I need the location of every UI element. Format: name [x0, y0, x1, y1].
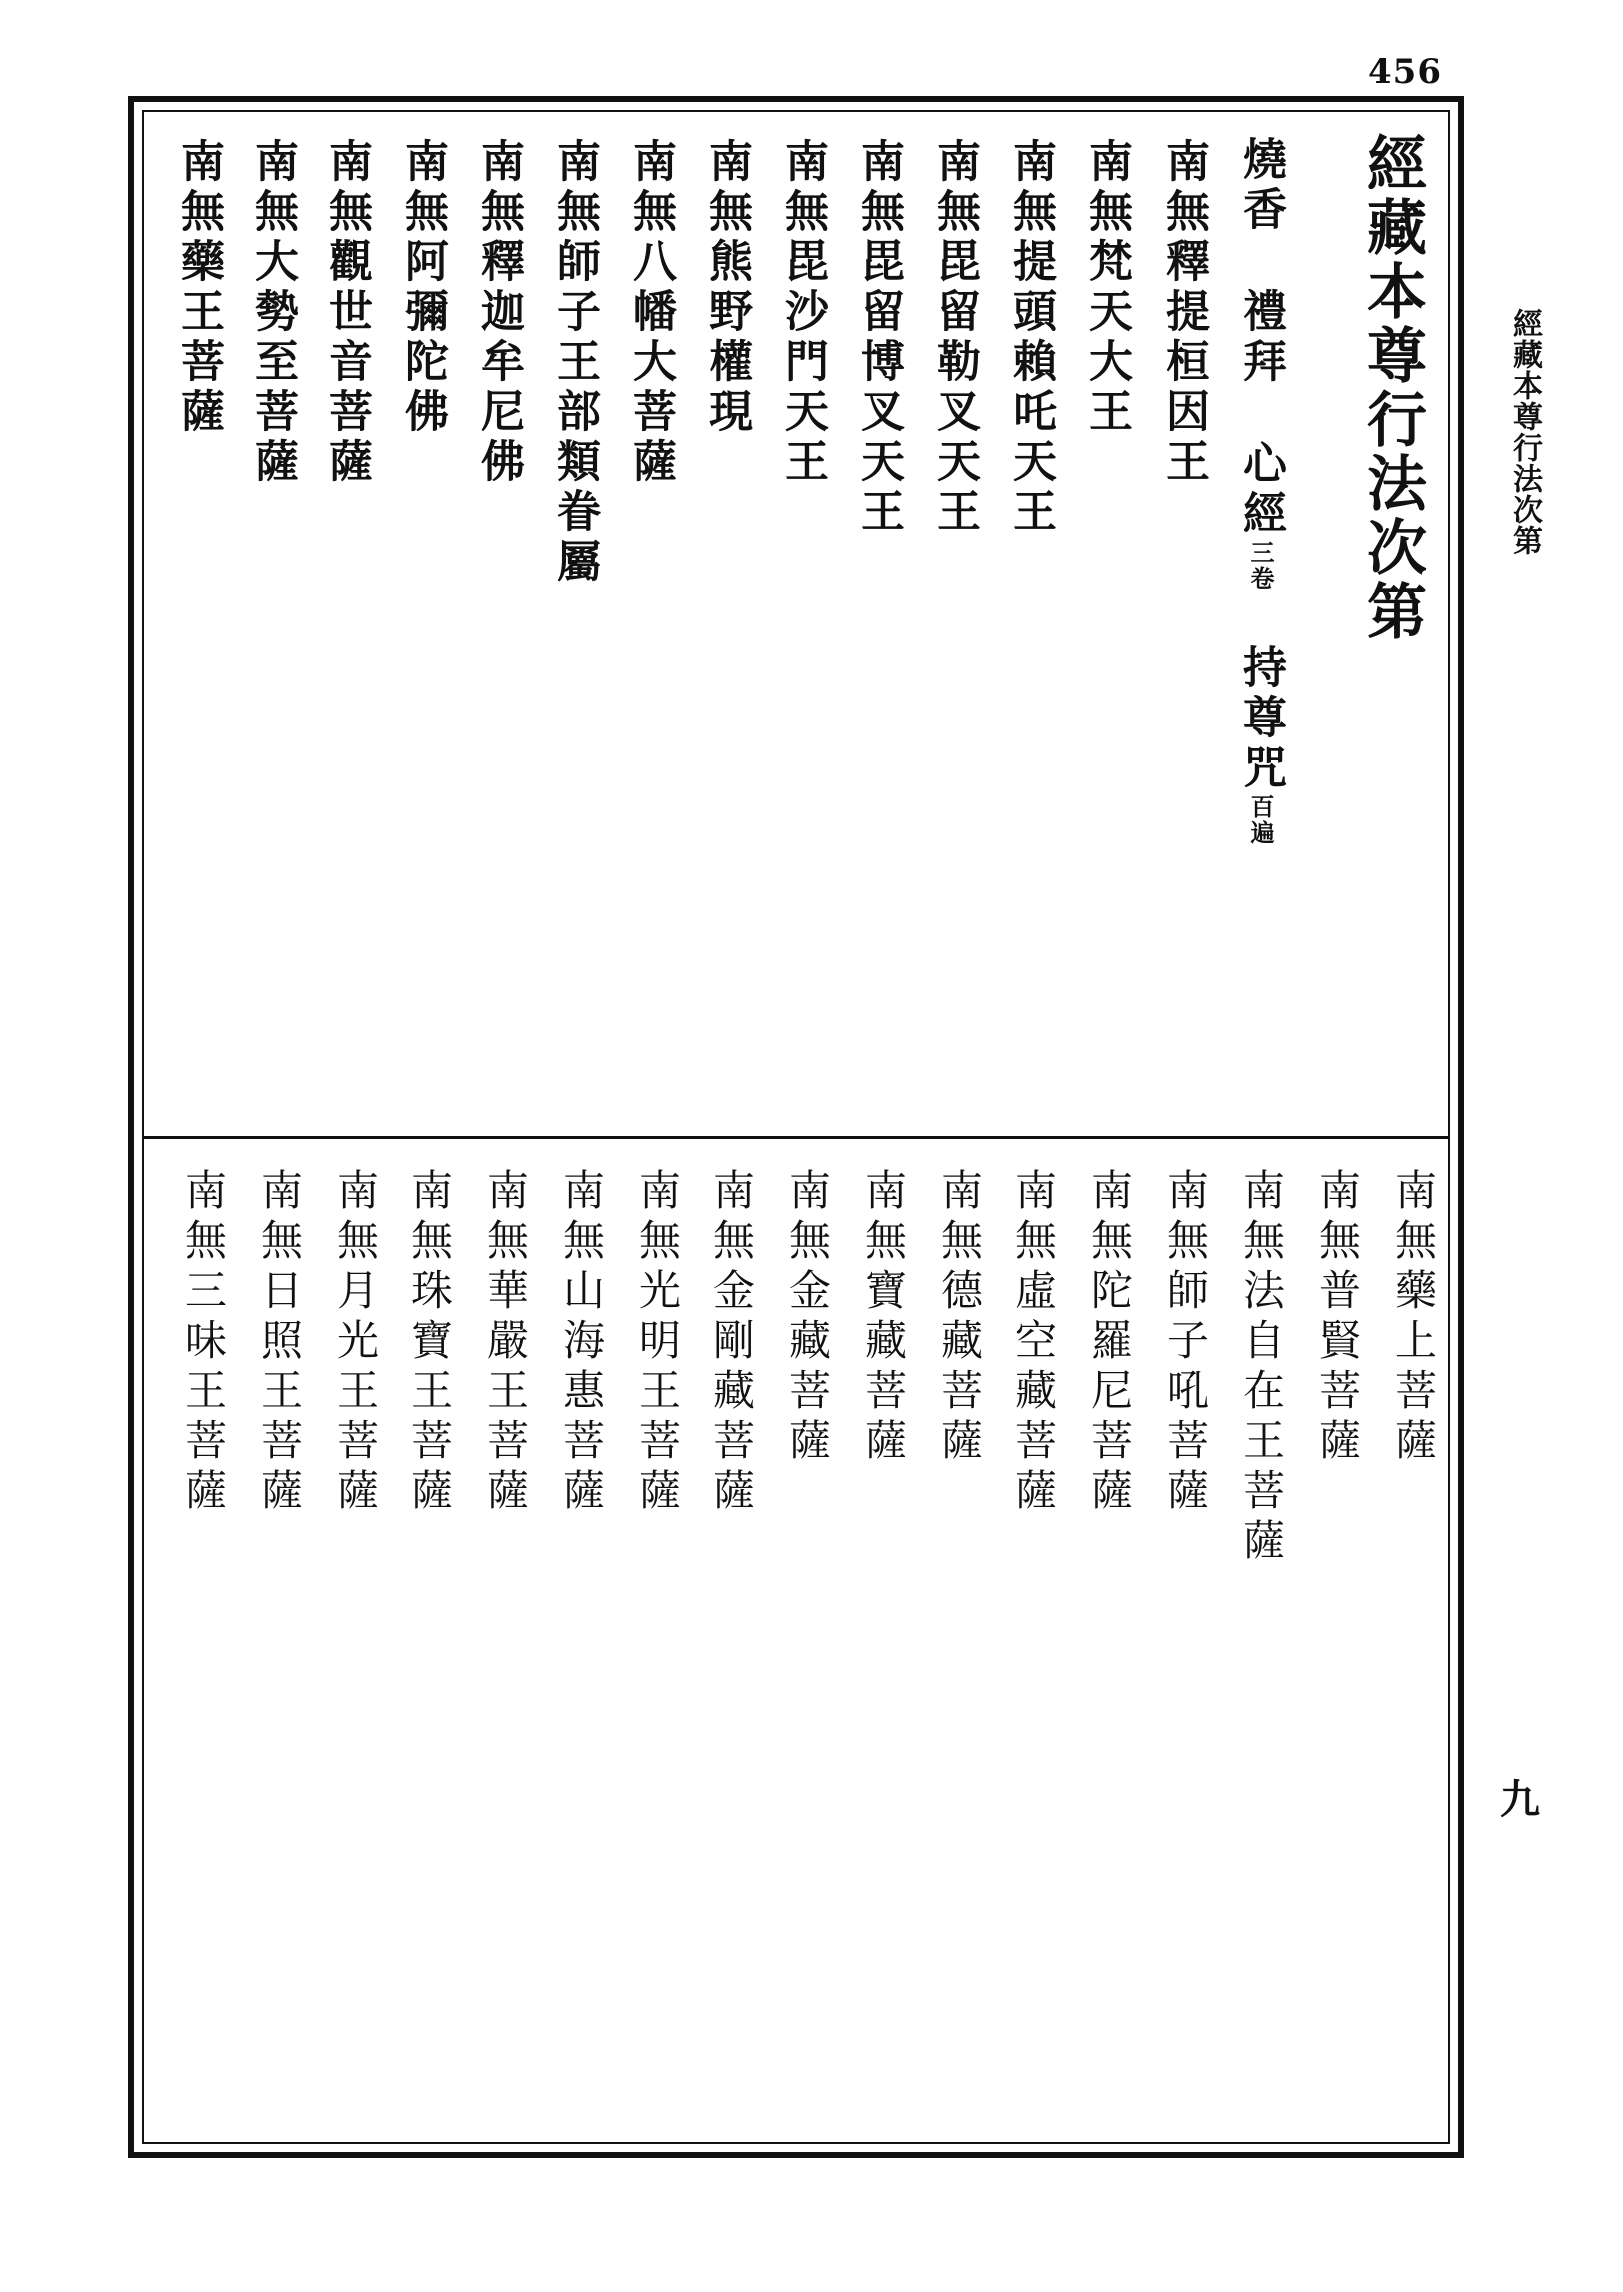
ritual-mantra: 持尊咒: [1235, 644, 1286, 794]
section-divider: [142, 1136, 1450, 1139]
invocation-upper: 南無毘沙門天王: [777, 138, 828, 488]
invocation-lower: 南無珠寶王菩薩: [405, 1168, 454, 1518]
invocation-lower: 南無金藏菩薩: [783, 1168, 832, 1468]
ritual-prostration: 禮拜: [1235, 288, 1286, 388]
invocation-lower: 南無金剛藏菩薩: [707, 1168, 756, 1518]
invocation-upper: 南無熊野權現: [701, 138, 752, 438]
ritual-mantra-note: 百遍: [1246, 794, 1275, 846]
invocation-upper: 南無毘留勒叉天王: [929, 138, 980, 538]
invocation-lower: 南無德藏菩薩: [935, 1168, 984, 1468]
running-header: 經藏本尊行法次第: [1507, 308, 1542, 556]
invocation-upper: 南無釋提桓因王: [1158, 138, 1209, 488]
invocation-lower: 南無法自在王菩薩: [1237, 1168, 1286, 1568]
page-number: 456: [1368, 52, 1442, 92]
invocation-upper: 南無梵天大王: [1081, 138, 1132, 438]
document-title: 經藏本尊行法次第: [1357, 132, 1427, 644]
invocation-lower: 南無陀羅尼菩薩: [1085, 1168, 1134, 1518]
invocation-lower: 南無日照王菩薩: [255, 1168, 304, 1518]
invocation-lower: 南無寶藏菩薩: [859, 1168, 908, 1468]
invocation-upper: 南無觀世音菩薩: [321, 138, 372, 488]
invocation-lower: 南無藥上菩薩: [1389, 1168, 1438, 1468]
invocation-upper: 南無提頭賴吒天王: [1005, 138, 1056, 538]
folio-number: 九: [1500, 1776, 1540, 1823]
ritual-sutra: 心經: [1235, 440, 1286, 540]
invocation-lower: 南無普賢菩薩: [1313, 1168, 1362, 1468]
invocation-lower: 南無師子吼菩薩: [1161, 1168, 1210, 1518]
invocation-upper: 南無藥王菩薩: [173, 138, 224, 438]
invocation-upper: 南無八幡大菩薩: [625, 138, 676, 488]
ritual-sutra-note: 三卷: [1246, 540, 1275, 592]
invocation-lower: 南無三味王菩薩: [179, 1168, 228, 1518]
ritual-instructions: [1235, 136, 1286, 846]
invocation-lower: 南無山海惠菩薩: [557, 1168, 606, 1518]
invocation-upper: 南無師子王部類眷屬: [549, 138, 600, 588]
ritual-incense: 燒香: [1235, 136, 1286, 236]
invocation-upper: 南無毘留博叉天王: [853, 138, 904, 538]
invocation-upper: 南無阿彌陀佛: [397, 138, 448, 438]
invocation-upper: 南無大勢至菩薩: [247, 138, 298, 488]
invocation-lower: 南無虛空藏菩薩: [1009, 1168, 1058, 1518]
invocation-lower: 南無月光王菩薩: [331, 1168, 380, 1518]
invocation-lower: 南無光明王菩薩: [633, 1168, 682, 1518]
invocation-lower: 南無華嚴王菩薩: [481, 1168, 530, 1518]
invocation-upper: 南無釋迦牟尼佛: [473, 138, 524, 488]
